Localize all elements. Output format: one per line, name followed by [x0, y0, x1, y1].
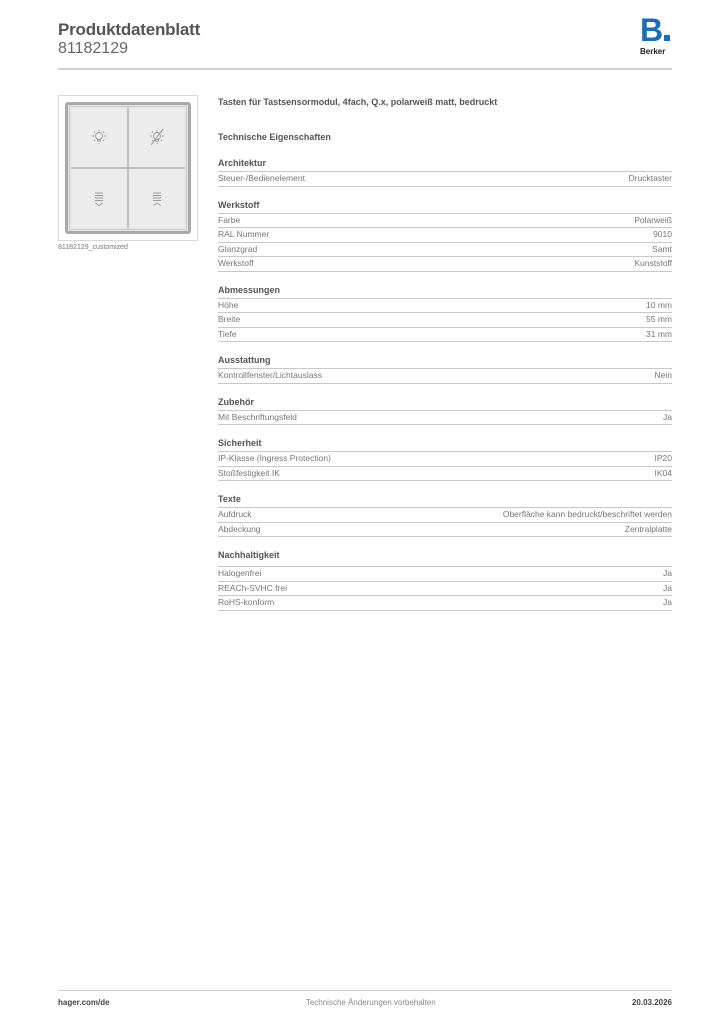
- property-label: IP-Klasse (Ingress Protection): [218, 453, 331, 463]
- property-value: 55 mm: [646, 314, 672, 324]
- property-label: Farbe: [218, 214, 241, 225]
- property-row: [218, 172, 672, 187]
- property-row: [218, 582, 672, 597]
- article-number: 81182129: [58, 40, 128, 57]
- berker-logo: [640, 12, 674, 56]
- section-texte: [218, 493, 672, 537]
- technical-properties-heading: Technische Eigenschaften: [218, 132, 331, 142]
- section-title: Abmessungen: [218, 284, 672, 299]
- property-label: Steuer-/Bedienelement: [218, 173, 305, 183]
- footer-divider: [58, 990, 672, 991]
- product-details: [218, 96, 672, 611]
- key-top-left: [71, 108, 127, 167]
- page-header: [58, 20, 674, 68]
- property-value: Ja: [663, 568, 672, 578]
- property-value: Ja: [663, 411, 672, 422]
- property-label: Breite: [218, 314, 241, 324]
- section-zubehoer: [218, 396, 672, 426]
- property-value: Drucktaster: [628, 173, 672, 183]
- property-label: RoHS-konform: [218, 597, 275, 607]
- property-row: [218, 452, 672, 467]
- property-row: [218, 228, 672, 243]
- blind-up-icon: [146, 188, 168, 210]
- key-top-right: [129, 108, 185, 167]
- property-value: IP20: [654, 453, 672, 463]
- property-label: Höhe: [218, 299, 239, 310]
- section-title: Werkstoff: [218, 199, 672, 214]
- section-title: Zubehör: [218, 396, 672, 411]
- section-ausstattung: [218, 354, 672, 384]
- property-value: 31 mm: [646, 328, 672, 339]
- property-row: [218, 214, 672, 229]
- property-row: [218, 596, 672, 611]
- property-row: [218, 299, 672, 314]
- property-label: Halogenfrei: [218, 568, 262, 578]
- property-row: [218, 369, 672, 384]
- key-bottom-right: [129, 169, 185, 228]
- property-row: [218, 508, 672, 523]
- property-row: [218, 328, 672, 343]
- header-divider: [58, 68, 672, 70]
- property-label: RAL Nummer: [218, 229, 270, 239]
- section-title: Texte: [218, 493, 672, 508]
- property-row: [218, 467, 672, 482]
- property-row: [218, 523, 672, 538]
- property-label: Mit Beschriftungsfeld: [218, 411, 297, 422]
- blind-down-icon: [88, 188, 110, 210]
- logo-letter: B: [640, 12, 664, 48]
- property-row: [218, 567, 672, 582]
- product-image: [58, 95, 198, 241]
- property-row: [218, 411, 672, 426]
- logo-dot: [664, 35, 670, 41]
- property-label: Stoßfestigkeit IK: [218, 467, 280, 478]
- property-value: Ja: [663, 597, 672, 607]
- document-title: Produktdatenblatt: [58, 20, 201, 39]
- section-nachhaltigkeit: [218, 549, 672, 611]
- website-link[interactable]: hager.com/de: [58, 998, 110, 1007]
- light-off-icon: [146, 127, 168, 149]
- property-value: Ja: [663, 582, 672, 593]
- property-row: [218, 313, 672, 328]
- property-value: 10 mm: [646, 299, 672, 310]
- section-title: Ausstattung: [218, 354, 672, 369]
- section-title: Nachhaltigkeit: [218, 549, 672, 567]
- light-on-icon: [88, 127, 110, 149]
- key-grid: [71, 108, 185, 228]
- property-value: Nein: [654, 370, 672, 380]
- property-label: REACh-SVHC frei: [218, 582, 287, 593]
- property-value: Polarweiß: [634, 214, 672, 225]
- page-footer: [58, 998, 672, 1007]
- property-value: Kunststoff: [634, 258, 672, 268]
- property-label: Glanzgrad: [218, 243, 258, 254]
- property-row: [218, 243, 672, 258]
- property-value: Oberfläche kann bedruckt/beschriftet werden: [502, 509, 672, 519]
- section-sicherheit: [218, 437, 672, 481]
- property-value: IK04: [654, 467, 672, 478]
- property-row: [218, 257, 672, 272]
- property-value: Zentralplatte: [624, 523, 672, 534]
- property-label: Abdeckung: [218, 523, 261, 534]
- property-value: 9010: [653, 229, 672, 239]
- section-abmessungen: [218, 284, 672, 343]
- section-architektur: [218, 157, 672, 187]
- property-label: Werkstoff: [218, 258, 254, 268]
- property-label: Tiefe: [218, 328, 237, 339]
- section-title: Sicherheit: [218, 437, 672, 452]
- section-title: Architektur: [218, 157, 672, 172]
- property-label: Kontrollfenster/Lichtauslass: [218, 370, 322, 380]
- property-label: Aufdruck: [218, 509, 252, 519]
- property-value: Samt: [652, 243, 672, 254]
- footer-note: Technische Änderungen vorbehalten: [305, 998, 436, 1007]
- switch-frame: [65, 102, 191, 234]
- product-description: Tasten für Tastsensormodul, 4fach, Q.x, polarweiß matt, bedruckt: [218, 97, 498, 107]
- document-date: 20.03.2026: [631, 998, 672, 1007]
- image-caption: 81182129_customized: [58, 244, 128, 251]
- section-werkstoff: [218, 199, 672, 272]
- key-bottom-left: [71, 169, 127, 228]
- logo-brand-name: Berker: [640, 47, 666, 56]
